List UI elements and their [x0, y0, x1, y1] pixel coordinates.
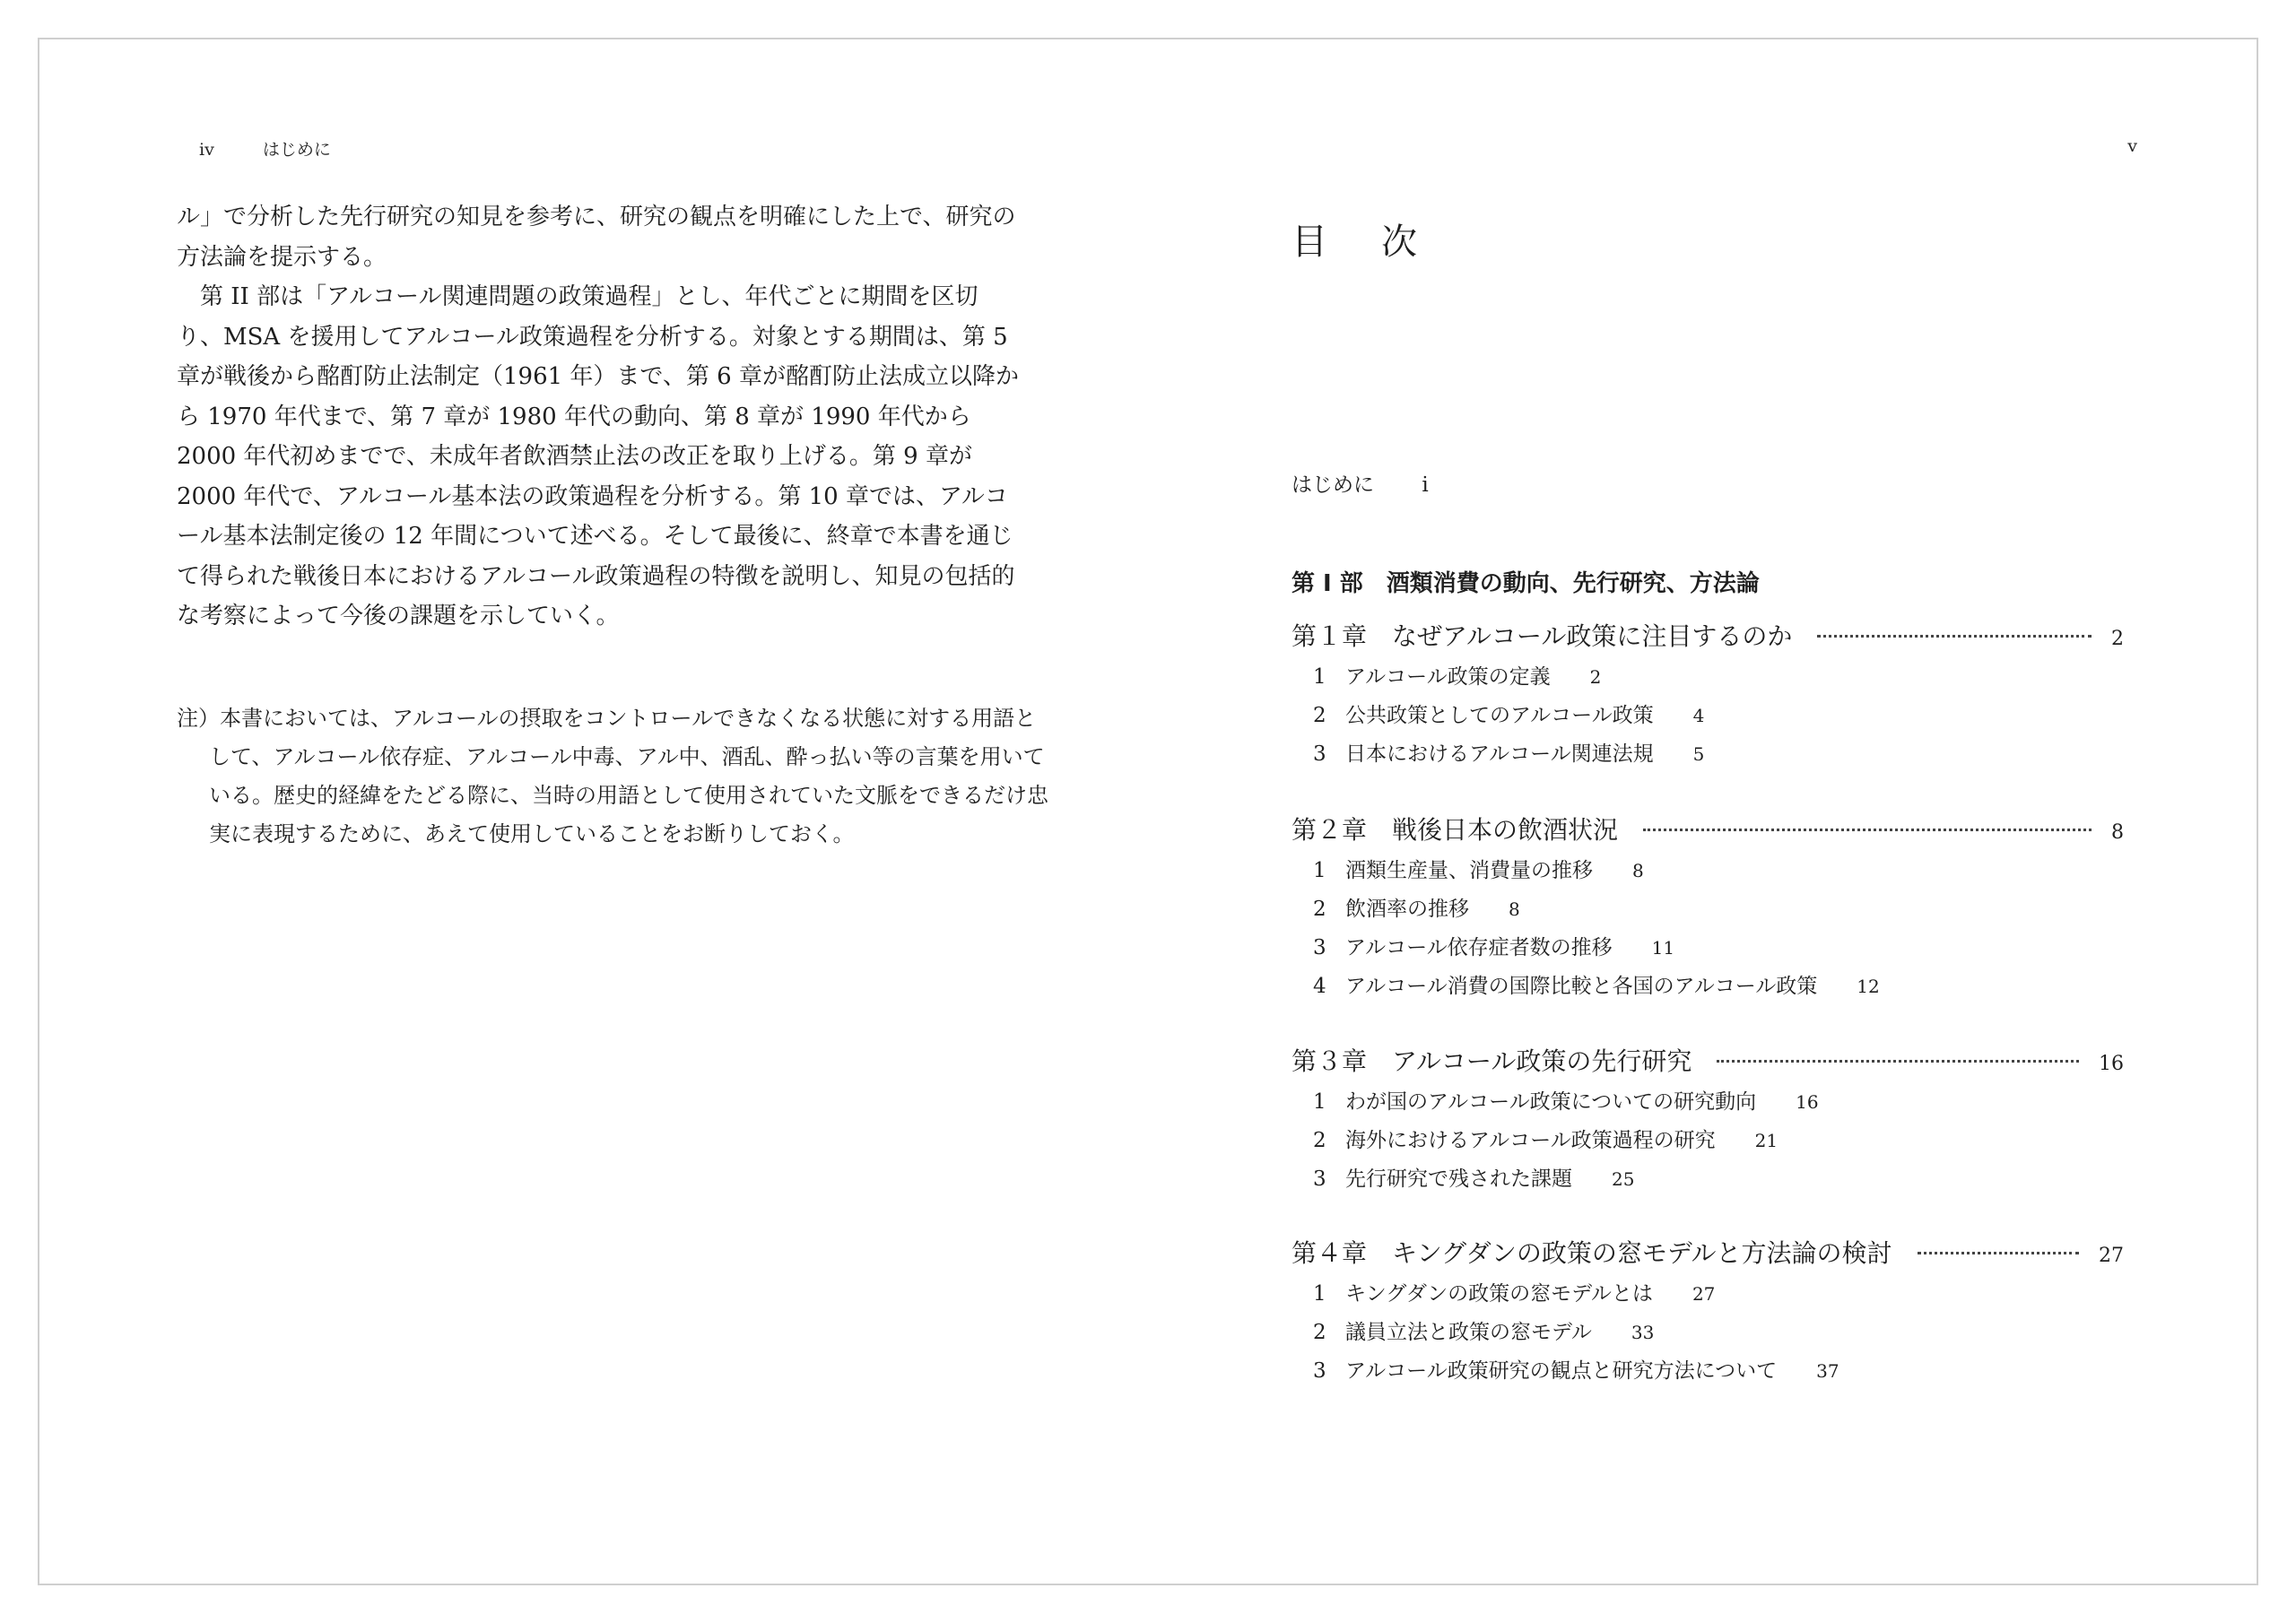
section-page: 21	[1754, 1130, 1779, 1151]
section-number: 1	[1313, 1090, 1326, 1114]
chapter-label: 第３章	[1292, 1046, 1368, 1076]
section-entry[interactable]	[1292, 735, 2124, 774]
section-entry[interactable]	[1292, 929, 2124, 968]
section-page: 16	[1796, 1091, 1819, 1113]
chapter-page: 16	[2099, 1053, 2124, 1075]
section-title: 日本におけるアルコール関連法規	[1345, 742, 1654, 766]
chapter-title: 戦後日本の飲酒状況	[1392, 815, 1619, 845]
dot-leader	[1717, 1060, 2079, 1063]
left-page	[38, 38, 1148, 1585]
section-title: 飲酒率の推移	[1345, 898, 1469, 921]
footnote: 注）本書においては、アルコールの摂取をコントロールできなくなる状態に対する用語として、アルコール依存症、アルコール中毒、アル中、酒乱、酔っ払い等の言葉を用いている。歴史的経緯をたどる際に、当時の用語として使用されていた文脈をできるだけ忠実に表現するために、あえて使用していることをお断りしておく。	[177, 706, 1048, 846]
dot-leader	[1918, 1252, 2080, 1254]
chapter-label: 第４章	[1292, 1238, 1368, 1268]
page-number: iv	[199, 140, 214, 160]
toc-entry-title: はじめに	[1292, 473, 1374, 497]
section-title: 公共政策としてのアルコール政策	[1345, 704, 1654, 727]
section-title: アルコール消費の国際比較と各国のアルコール政策	[1345, 975, 1818, 998]
section-entry[interactable]	[1292, 658, 2124, 697]
chapter-label: 第１章	[1292, 621, 1368, 651]
section-entry[interactable]	[1292, 1352, 2124, 1391]
section-number: 2	[1313, 1129, 1326, 1152]
section-entry[interactable]	[1292, 1314, 2124, 1352]
chapter-label: 第２章	[1292, 815, 1368, 845]
section-entry[interactable]	[1292, 697, 2124, 735]
section-page: 12	[1857, 976, 1880, 997]
section-list	[1292, 1275, 2124, 1391]
chapter-entry[interactable]	[1292, 617, 2124, 653]
page-number: v	[2127, 136, 2137, 156]
paragraph: ル」で分析した先行研究の知見を参考に、研究の観点を明確にした上で、研究の方法論を提示する。	[177, 204, 1016, 271]
section-number: 2	[1313, 898, 1326, 921]
section-title: アルコール依存症者数の推移	[1345, 936, 1613, 959]
toc-chapter-4	[1292, 1234, 2124, 1391]
toc-entry-intro[interactable]	[1292, 468, 1429, 498]
section-number: 1	[1313, 665, 1326, 689]
chapter-entry[interactable]	[1292, 1042, 2124, 1078]
toc-chapter-2	[1292, 811, 2124, 1006]
chapter-title: アルコール政策の先行研究	[1392, 1046, 1692, 1076]
section-title: わが国のアルコール政策についての研究動向	[1345, 1090, 1757, 1114]
section-title: 酒類生産量、消費量の推移	[1345, 859, 1593, 882]
section-title: 海外におけるアルコール政策過程の研究	[1345, 1129, 1716, 1152]
section-number: 1	[1313, 859, 1326, 882]
section-entry[interactable]	[1292, 890, 2124, 929]
section-title: アルコール政策の定義	[1345, 665, 1551, 689]
chapter-title: なぜアルコール政策に注目するのか	[1392, 621, 1793, 651]
section-entry[interactable]	[1292, 1083, 2124, 1122]
running-head-left	[199, 136, 331, 161]
section-page: 8	[1509, 898, 1520, 920]
section-list	[1292, 1083, 2124, 1199]
section-page: 2	[1589, 666, 1602, 688]
section-number: 4	[1313, 975, 1326, 998]
section-page: 25	[1612, 1168, 1635, 1190]
running-head-right	[2127, 136, 2137, 156]
right-page	[1148, 38, 2258, 1585]
section-page: 33	[1631, 1322, 1655, 1343]
chapter-page: 8	[2111, 821, 2124, 844]
body-text	[177, 197, 1020, 637]
section-title: 議員立法と政策の窓モデル	[1345, 1321, 1592, 1344]
section-page: 8	[1632, 860, 1644, 881]
section-page: 11	[1651, 937, 1675, 959]
dot-leader	[1817, 635, 2092, 638]
section-page: 5	[1692, 743, 1705, 765]
part-heading: 第 I 部 酒類消費の動向、先行研究、方法論	[1292, 570, 1760, 597]
chapter-entry[interactable]	[1292, 811, 2124, 846]
dot-leader	[1643, 829, 2092, 831]
section-entry[interactable]	[1292, 1275, 2124, 1314]
toc-title: 目次	[1292, 221, 1471, 263]
section-number: 3	[1313, 1167, 1326, 1191]
section-page: 37	[1816, 1360, 1839, 1382]
section-page: 27	[1692, 1283, 1716, 1305]
section-number: 3	[1313, 936, 1326, 959]
section-page: 4	[1692, 705, 1705, 726]
section-entry[interactable]	[1292, 1122, 2124, 1160]
section-list	[1292, 658, 2124, 774]
chapter-page: 2	[2111, 628, 2124, 650]
section-entry[interactable]	[1292, 1160, 2124, 1199]
chapter-title: キングダンの政策の窓モデルと方法論の検討	[1392, 1238, 1892, 1268]
section-number: 2	[1313, 1321, 1326, 1344]
section-number: 3	[1313, 742, 1326, 766]
toc-chapter-1	[1292, 617, 2124, 774]
section-list	[1292, 852, 2124, 1006]
section-title: アルコール政策研究の観点と研究方法について	[1345, 1359, 1778, 1383]
toc-chapter-3	[1292, 1042, 2124, 1199]
section-entry[interactable]	[1292, 852, 2124, 890]
toc-entry-page: i	[1422, 473, 1429, 497]
section-number: 1	[1313, 1282, 1326, 1306]
section-number: 2	[1313, 704, 1326, 727]
section-entry[interactable]	[1292, 968, 2124, 1006]
paragraph: 第 II 部は「アルコール関連問題の政策過程」とし、年代ごとに期間を区切り、MSA を援用してアルコール政策過程を分析する。対象とする期間は、第 5 章が戦後から酩酊防止法制定（1961 年）まで、第 6 章が酩酊防止法成立以降から 1970 年代まで、第 7 章が 1980 年代の動向、第 8 章が 1990 年代から 2000 年代初めまでで、未成年者飲酒禁止法の改正を取り上げる。第 9 章が 2000 年代で、アルコール基本法の政策過程を分析する。第 10 章では、アルコール基本法制定後の 12 年間について述べる。そして最後に、終章で本書を通じて得られた戦後日本におけるアルコール政策過程の特徴を説明し、知見の包括的な考察によって今後の課題を示していく。	[177, 283, 1019, 629]
running-head-title: はじめに	[262, 140, 331, 160]
section-number: 3	[1313, 1359, 1326, 1383]
section-title: 先行研究で残された課題	[1345, 1167, 1572, 1191]
chapter-page: 27	[2099, 1245, 2124, 1267]
chapter-entry[interactable]	[1292, 1234, 2124, 1270]
section-title: キングダンの政策の窓モデルとは	[1345, 1282, 1653, 1306]
